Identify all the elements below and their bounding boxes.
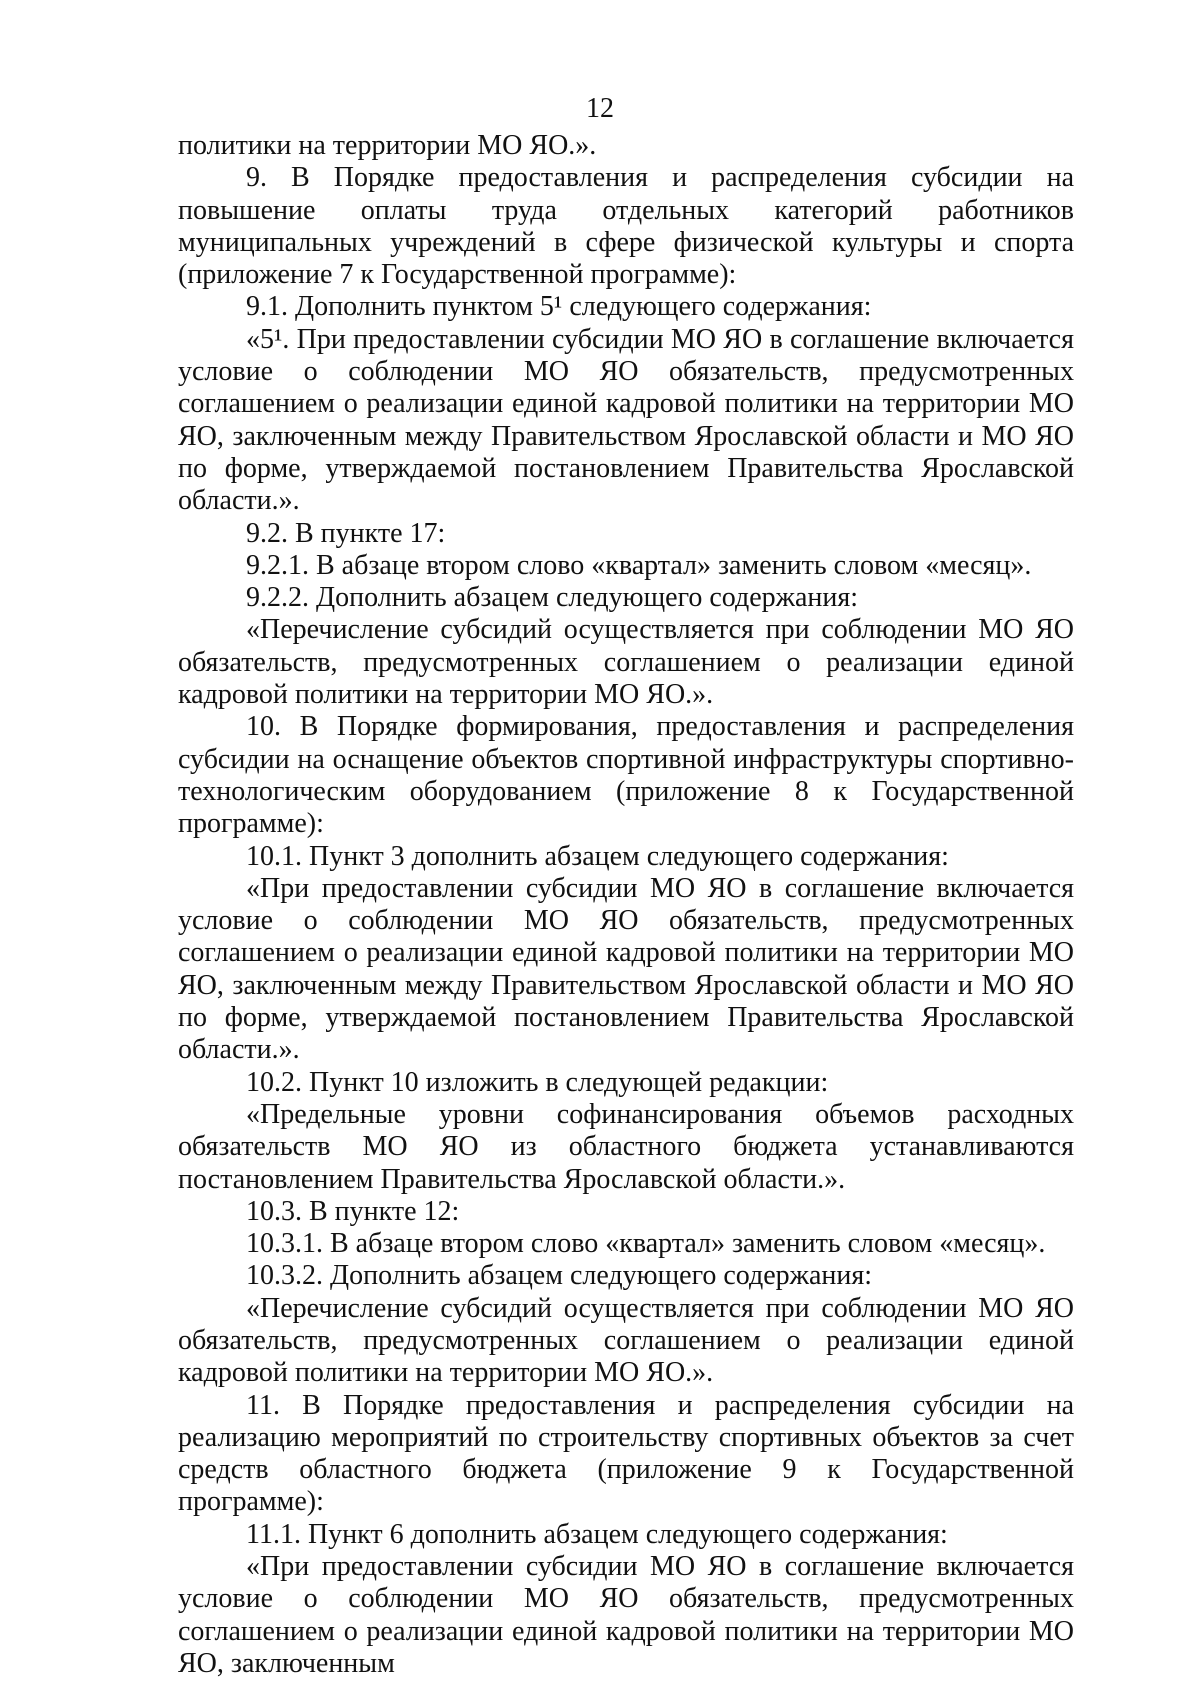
paragraph: 9.2.2. Дополнить абзацем следующего содержания: bbox=[246, 582, 859, 614]
paragraph: 9.2. В пункте 17: bbox=[246, 517, 446, 549]
document-body bbox=[178, 130, 1074, 1680]
paragraph: 9. В Порядке предоставления и распределения субсидии на повышение оплаты труда отдельных категорий работников муниципальных учреждений в сфере физической культуры и спорта (приложение 7 к Государственной программе): bbox=[178, 162, 1074, 291]
paragraph: 10.2. Пункт 10 изложить в следующей редакции: bbox=[246, 1066, 829, 1098]
paragraph: «5¹. При предоставлении субсидии МО ЯО в соглашение включается условие о соблюдении МО ЯО обязательств, предусмотренных соглашением о реализации единой кадровой политики на территории МО ЯО, заключенным между Правительством Ярославской области и МО ЯО по форме, утверждаемой постановлением Правительства Ярославской области.». bbox=[178, 323, 1074, 517]
paragraph: «Перечисление субсидий осуществляется при соблюдении МО ЯО обязательств, предусмотренных соглашением о реализации единой кадровой политики на территории МО ЯО.». bbox=[178, 614, 1074, 711]
paragraph: «Предельные уровни софинансирования объемов расходных обязательств МО ЯО из областного бюджета устанавливаются постановлением Правительства Ярославской области.». bbox=[178, 1098, 1074, 1195]
page-number: 12 bbox=[586, 93, 614, 124]
paragraph: политики на территории МО ЯО.». bbox=[178, 130, 597, 161]
paragraph: 11.1. Пункт 6 дополнить абзацем следующего содержания: bbox=[246, 1518, 948, 1550]
paragraph: «При предоставлении субсидии МО ЯО в соглашение включается условие о соблюдении МО ЯО обязательств, предусмотренных соглашением о реализации единой кадровой политики на территории МО ЯО, заключенным bbox=[178, 1551, 1074, 1679]
paragraph: 9.1. Дополнить пунктом 5¹ следующего содержания: bbox=[246, 291, 872, 323]
paragraph: 9.2.1. В абзаце втором слово «квартал» заменить словом «месяц». bbox=[246, 549, 1032, 581]
paragraph: 10.3.2. Дополнить абзацем следующего содержания: bbox=[246, 1260, 873, 1292]
paragraph: 10.3.1. В абзаце втором слово «квартал» заменить словом «месяц». bbox=[246, 1228, 1046, 1260]
paragraph: «При предоставлении субсидии МО ЯО в соглашение включается условие о соблюдении МО ЯО обязательств, предусмотренных соглашением о реализации единой кадровой политики на территории МО ЯО, заключенным между Правительством Ярославской области и МО ЯО по форме, утверждаемой постановлением Правительства Ярославской области.». bbox=[178, 872, 1074, 1066]
paragraph: 10. В Порядке формирования, предоставления и распределения субсидии на оснащение объектов спортивной инфраструктуры спортивно-технологическим оборудованием (приложение 8 к Государственной программе): bbox=[178, 711, 1074, 840]
paragraph: 10.3. В пункте 12: bbox=[246, 1195, 460, 1227]
paragraph: 10.1. Пункт 3 дополнить абзацем следующего содержания: bbox=[246, 840, 949, 872]
paragraph: «Перечисление субсидий осуществляется при соблюдении МО ЯО обязательств, предусмотренных соглашением о реализации единой кадровой политики на территории МО ЯО.». bbox=[178, 1292, 1074, 1389]
paragraph: 11. В Порядке предоставления и распределения субсидии на реализацию мероприятий по строительству спортивных объектов за счет средств областного бюджета (приложение 9 к Государственной программе): bbox=[178, 1389, 1074, 1518]
